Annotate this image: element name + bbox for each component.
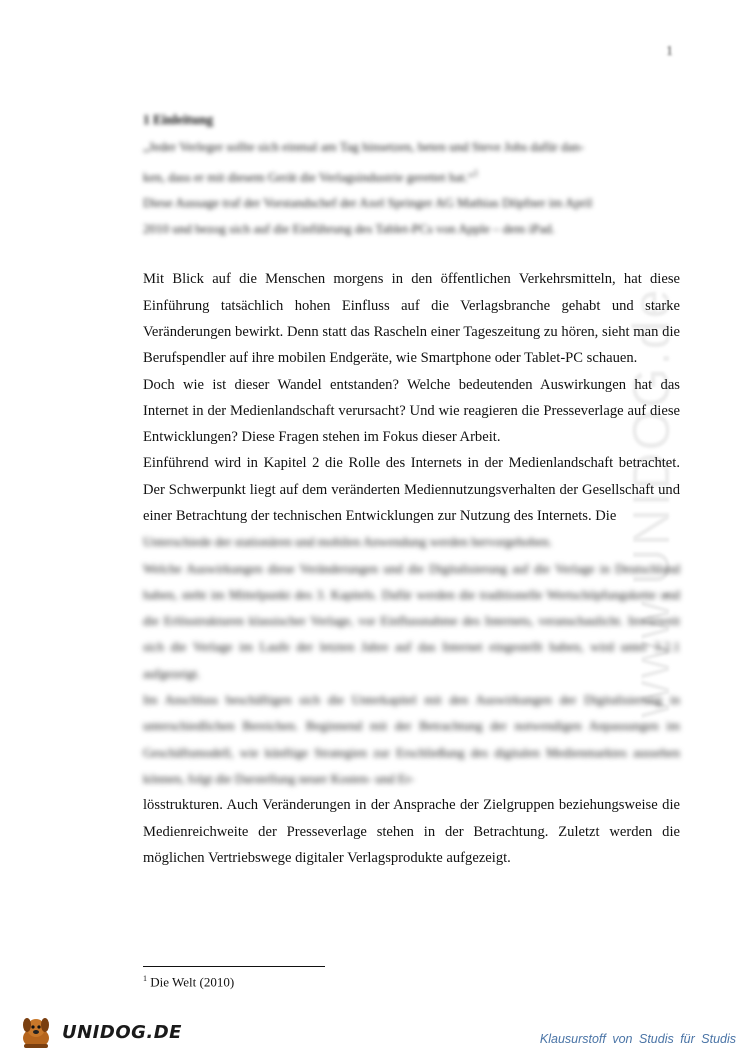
quote-line: ken, dass er mit diesem Gerät die Verlagsindustrie gerettet hat.“ — [143, 169, 474, 185]
footnote-number: 1 — [143, 974, 147, 983]
quote-line: 2010 und bezog sich auf die Einführung des Tablet-PCs von Apple – dem iPad. — [143, 221, 555, 237]
quote-line: Diese Aussage traf der Vorstandschef der Axel Springer AG Mathias Döpfner im April — [143, 195, 593, 211]
intro-quote — [143, 134, 680, 242]
paragraph: Einführend wird in Kapitel 2 die Rolle des Internets in der Medienlandschaft betrachtet. Der Schwerpunkt liegt auf dem veränderten Mediennutzungsverhalten der Gesellschaft und einer Betrachtung der technischen Entwicklungen zur Nutzung des Internets. Die — [143, 455, 680, 524]
page-number: 1 — [666, 44, 673, 59]
blurred-paragraph: Welche Auswirkungen diese Veränderungen und die Digitalisierung auf die Verlage in Deutschland haben, steht im Mittelpunkt des 3. Kapitels. Dafür werden die traditionelle Wertschöpfungskette und die Erlösstrukturen klassischer Verlage, vor Einflussnahme des Internets, veranschaulicht. Inwieweit sich die Verlage im Laufe der letzten Jahre auf das Internet eingestellt haben, wird unter 3.2.1 aufgezeigt. — [143, 560, 680, 681]
quote-line: „Jeder Verleger sollte sich einmal am Tag hinsetzen, beten und Steve Jobs dafür dan- — [143, 139, 585, 154]
blurred-paragraph: Im Anschluss beschäftigen sich die Unterkapitel mit den Auswirkungen der Digitalisierung in unterschiedlichen Bereichen. Beginnend mit der Betrachtung der notwendigen Anpassungen im Geschäftsmodell, wie künftige Strategien zur Erschließung des digitalen Medienmarktes aussehen können, folgt die Darstellung neuer Kosten- und Er- — [143, 692, 680, 786]
unidog-logo[interactable] — [16, 1016, 182, 1052]
paragraph: Mit Blick auf die Menschen morgens in den öffentlichen Verkehrsmitteln, hat diese Einführung tatsächlich hohen Einfluss auf die Verlagsbranche gehabt und starke Veränderungen bewirkt. Denn statt das Rascheln einer Tageszeitung zu hören, sieht man die Berufspendler auf ihre mobilen Endgeräte, wie Smartphone oder Tablet-PC schauen. — [143, 271, 680, 367]
dog-mascot-icon — [16, 1016, 56, 1050]
document-body — [143, 112, 680, 871]
footnote-reference: 1 — [473, 168, 479, 178]
watermark: www.UNIDOG.de — [623, 287, 681, 718]
paragraph: lösstrukturen. Auch Veränderungen in der Ansprache der Zielgruppen beziehungsweise die Medienreichweite der Presseverlage stehen in der Betrachtung. Zuletzt werden die möglichen Vertriebswege digitaler Verlagsprodukte aufgezeigt. — [143, 797, 680, 866]
footnote-divider — [143, 966, 325, 967]
paragraph: Doch wie ist dieser Wandel entstanden? Welche bedeutenden Auswirkungen hat das Internet in der Medienlandschaft verursacht? Und wie reagieren die Presseverlage auf diese Entwicklungen? Diese Fragen stehen im Fokus dieser Arbeit. — [143, 376, 680, 446]
tagline: Klausurstoff von Studis für Studis — [539, 1032, 736, 1046]
blurred-paragraph: Unterschiede der stationären und mobilen Anwendung werden hervorgehoben. — [143, 534, 553, 550]
footnote — [143, 974, 234, 990]
logo-text: UNIDOG.DE — [62, 1022, 182, 1043]
section-heading: 1 Einleitung — [143, 112, 214, 127]
footnote-text: Die Welt (2010) — [150, 974, 235, 990]
